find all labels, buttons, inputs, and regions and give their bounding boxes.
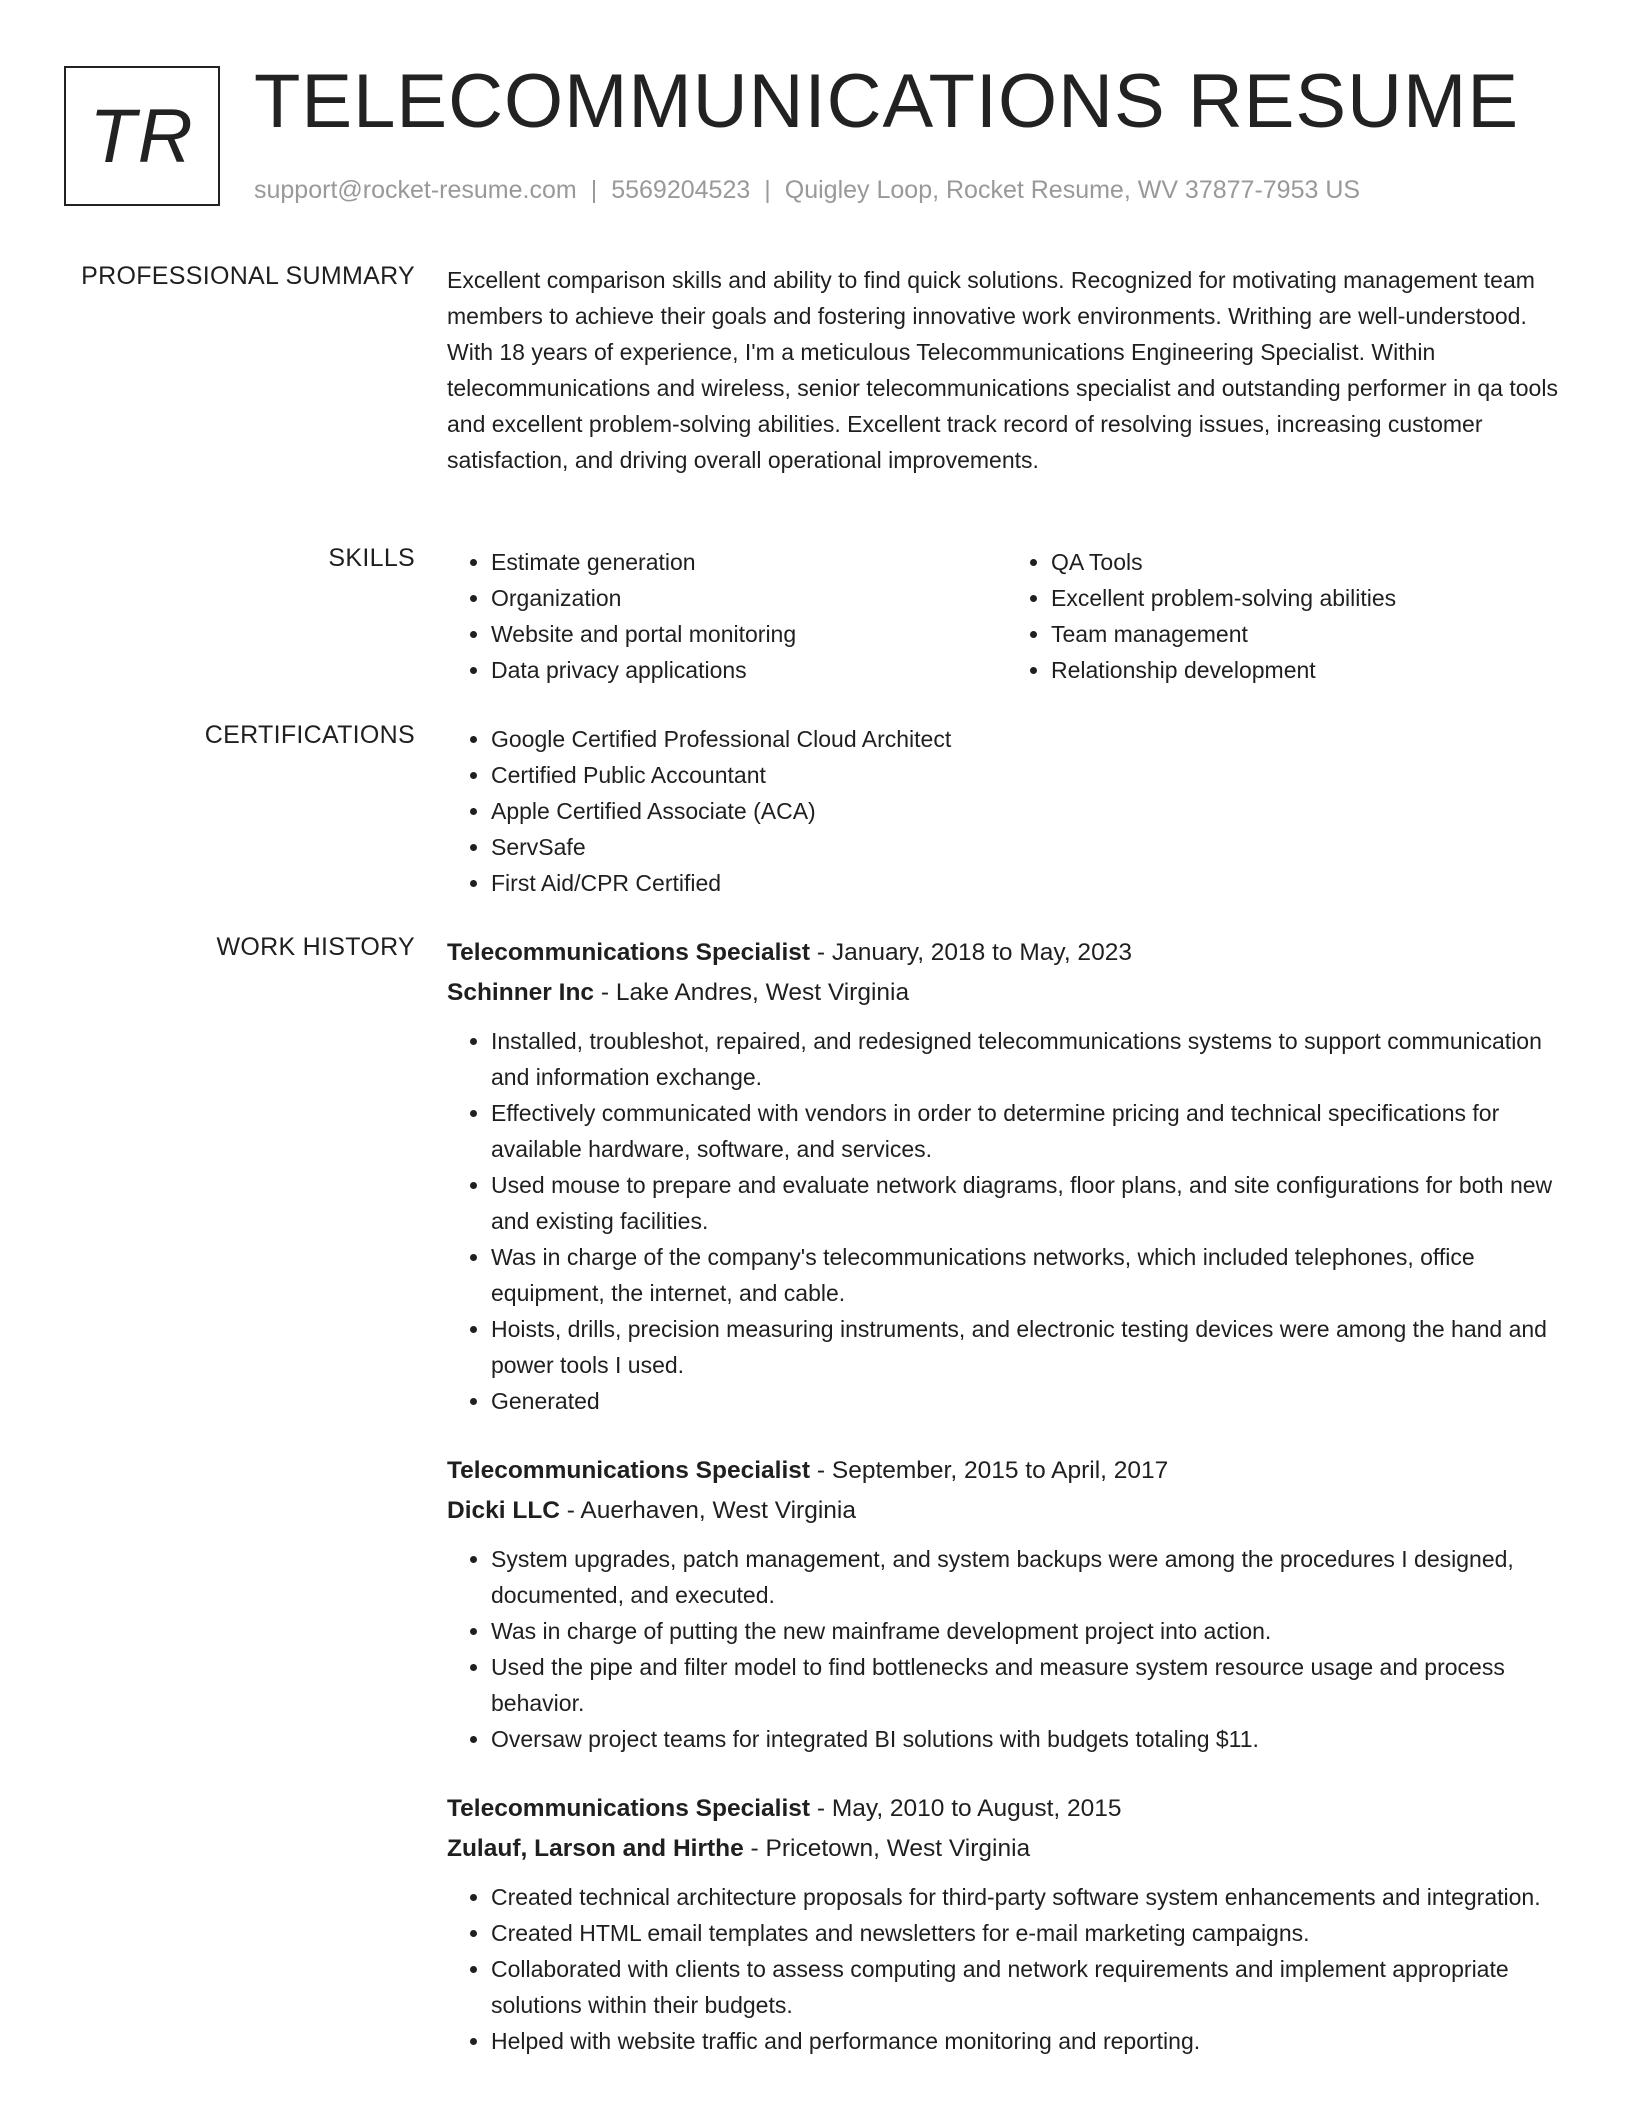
skill-item: • Data privacy applications (491, 652, 1007, 688)
certification-item: • Apple Certified Associate (ACA) (491, 793, 1567, 829)
skills-right-column (1007, 544, 1567, 688)
section-label: CERTIFICATIONS (204, 721, 415, 749)
company-name: Schinner Inc (447, 979, 595, 1006)
company-location: - Lake Andres, West Virginia (594, 979, 910, 1006)
summary-text: Excellent comparison skills and ability to find quick solutions. Recognized for motivating management team members to achieve their goals and fostering innovative work environments. Writhing are well-understood. With 18 years of experience, I'm a meticulous Telecommunications Engineering Specialist. Within telecommunications and wireless, senior telecommunications specialist and outstanding performer in qa tools and excellent problem-solving abilities. Excellent track record of resolving issues, increasing customer satisfaction, and driving overall operational improvements. (447, 267, 1558, 473)
job-title: Telecommunications Specialist (447, 939, 811, 966)
job-dates: - January, 2018 to May, 2023 (810, 939, 1132, 966)
company-location: - Pricetown, West Virginia (743, 1835, 1031, 1862)
job-bullet: • Collaborated with clients to assess computing and network requirements and implement appropriate solutions within their budgets. (491, 1951, 1567, 2023)
job-heading (447, 1789, 1567, 1829)
job-bullet: • Was in charge of the company's telecommunications networks, which included telephones, office equipment, the internet, and cable. (491, 1239, 1567, 1311)
job-company-line (447, 973, 1567, 1013)
section-label: SKILLS (328, 544, 415, 572)
monogram-logo: TR (64, 66, 220, 206)
job-bullets (447, 1879, 1567, 2059)
skill-item: • Relationship development (1051, 652, 1567, 688)
skill-item: • Organization (491, 580, 1007, 616)
certification-item: • ServSafe (491, 829, 1567, 865)
skills-list (447, 544, 1567, 688)
company-location: - Auerhaven, West Virginia (560, 1497, 856, 1524)
job-bullet: • Used mouse to prepare and evaluate network diagrams, floor plans, and site configurations for both new and existing facilities. (491, 1167, 1567, 1239)
job-entry (447, 1451, 1567, 1757)
job-dates: - May, 2010 to August, 2015 (810, 1795, 1122, 1822)
job-bullet: • Installed, troubleshot, repaired, and redesigned telecommunications systems to support communication and information exchange. (491, 1023, 1567, 1095)
company-name: Dicki LLC (447, 1497, 560, 1524)
job-title: Telecommunications Specialist (447, 1795, 811, 1822)
certifications-list (447, 721, 1567, 901)
job-bullet: • Was in charge of putting the new mainframe development project into action. (491, 1613, 1567, 1649)
skill-item: • Team management (1051, 616, 1567, 652)
certification-item: • Certified Public Accountant (491, 757, 1567, 793)
job-bullet: • System upgrades, patch management, and system backups were among the procedures I designed, documented, and executed. (491, 1541, 1567, 1613)
skill-item: • Estimate generation (491, 544, 1007, 580)
skill-item: • Excellent problem-solving abilities (1051, 580, 1567, 616)
email[interactable]: support@rocket-resume.com (254, 176, 577, 204)
job-bullet: • Used the pipe and filter model to find bottlenecks and measure system resource usage and process behavior. (491, 1649, 1567, 1721)
skills-left-column (447, 544, 1007, 688)
job-bullet: • Hoists, drills, precision measuring instruments, and electronic testing devices were among the hand and power tools I used. (491, 1311, 1567, 1383)
job-bullet: • Generated (491, 1383, 1567, 1419)
job-bullet: • Oversaw project teams for integrated BI solutions with budgets totaling $11. (491, 1721, 1567, 1757)
job-dates: - September, 2015 to April, 2017 (810, 1457, 1169, 1484)
separator: | (590, 176, 598, 204)
job-bullet: • Created technical architecture proposals for third-party software system enhancements and integration. (491, 1879, 1567, 1915)
job-bullet: • Created HTML email templates and newsletters for e-mail marketing campaigns. (491, 1915, 1567, 1951)
section-label: PROFESSIONAL SUMMARY (81, 262, 415, 290)
job-heading (447, 1451, 1567, 1491)
certification-item: • Google Certified Professional Cloud Architect (491, 721, 1567, 757)
job-title: Telecommunications Specialist (447, 1457, 811, 1484)
job-heading (447, 933, 1567, 973)
job-entry (447, 933, 1567, 1419)
address: Quigley Loop, Rocket Resume, WV 37877-7953 US (784, 176, 1361, 204)
job-bullet: • Helped with website traffic and performance monitoring and reporting. (491, 2023, 1567, 2059)
job-company-line (447, 1491, 1567, 1531)
skill-item: • Website and portal monitoring (491, 616, 1007, 652)
work-history (447, 933, 1567, 2091)
job-entry (447, 1789, 1567, 2059)
certification-item: • First Aid/CPR Certified (491, 865, 1567, 901)
skill-item: • QA Tools (1051, 544, 1567, 580)
job-bullets (447, 1541, 1567, 1757)
resume-title: TELECOMMUNICATIONS RESUME (254, 59, 1520, 144)
separator: | (764, 176, 771, 204)
company-name: Zulauf, Larson and Hirthe (447, 1835, 744, 1862)
section-label: WORK HISTORY (216, 933, 415, 961)
phone[interactable]: 5569204523 (611, 176, 751, 204)
job-bullet: • Effectively communicated with vendors in order to determine pricing and technical specifications for available hardware, software, and services. (491, 1095, 1567, 1167)
contact-line (254, 176, 1360, 205)
job-company-line (447, 1829, 1567, 1869)
job-bullets (447, 1023, 1567, 1419)
